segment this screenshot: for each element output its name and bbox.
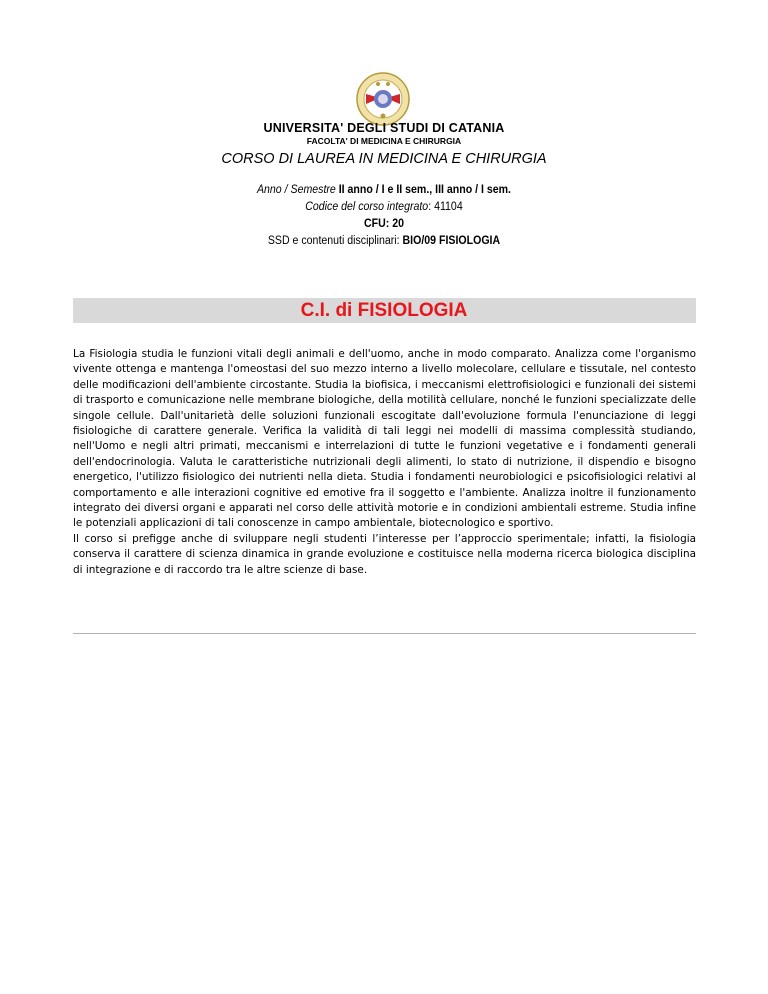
- ssd-label: SSD e contenuti disciplinari:: [267, 235, 400, 247]
- course-name: CORSO DI LAUREA IN MEDICINA E CHIRURGIA: [221, 151, 547, 167]
- description-paragraph: Il corso si prefigge anche di sviluppare negli studenti l’interesse per l’approccio sperimentale; infatti, la fisiologia conserva il carattere di scienza dinamica in grande evoluzione e costituisce nella moderna ricerca biologica disciplina di integrazione e di raccordo tra le altre scienze di base.: [73, 532, 696, 576]
- cfu-line: [31, 218, 738, 230]
- ssd-line: [31, 235, 738, 247]
- cfu-value: CFU: 20: [364, 218, 404, 230]
- description-paragraph: La Fisiologia studia le funzioni vitali degli animali e dell'uomo, anche in modo comparato. Analizza come l'organismo vivente ottenga e mantenga l'omeostasi del suo mezzo interno a livello molecolare, cellulare e tissutale, nel contesto delle modificazioni dell'ambiente circostante. Studia la biofisica, i meccanismi elettrofisiologici e funzionali dei sistemi di trasporto e comunicazione nelle membrane biologiche, della motilità cellulare, nonché le funzioni specializzate delle singole cellule. Dall'unitarietà delle soluzioni funzionali escogitate dall'evoluzione formula l'enunciazione di leggi fisiologiche di carattere generale. Verifica la validità di tali leggi nei modelli di massima complessità studiando, nell'Uomo e negli altri primati, meccanismi e interrelazioni di tutte le funzioni vegetative e i fondamenti generali dell'endocrinologia. Valuta le caratteristiche nutrizionali degli alimenti, lo stato di nutrizione, il dispendio e bisogno energetico, l'utilizzo fisiologico dei nutrienti nella dieta. Studia i fondamenti neurobiologici e psicofisiologici relativi al comportamento e alle interazioni cognitive ed emotive fra il soggetto e l'ambiente. Analizza inoltre il funzionamento integrato dei diversi organi e apparati nel corso delle attività motorie e in condizioni ambientali estreme. Studia infine le potenziali applicazioni di tali conoscenze in campo ambientale, biotecnologico e sportivo.: [73, 348, 696, 530]
- year-label: Anno / Semestre: [256, 184, 336, 196]
- page-title: C.I. di FISIOLOGIA: [300, 300, 468, 321]
- year-value: II anno / I e II sem., III anno / I sem.: [338, 184, 512, 196]
- code-label: Codice del corso integrato: [305, 201, 429, 213]
- faculty-name: FACOLTA' DI MEDICINA E CHIRURGIA: [306, 136, 462, 146]
- year-semester-line: [31, 184, 738, 196]
- course-code-line: Codice del corso integrato: 41104: [305, 201, 463, 213]
- ssd-value: BIO/09 FISIOLOGIA: [402, 235, 501, 247]
- divider: [73, 633, 696, 634]
- university-name: UNIVERSITA' DEGLI STUDI DI CATANIA: [263, 121, 505, 135]
- description-text: [73, 347, 696, 578]
- code-value: 41104: [434, 201, 463, 213]
- university-seal-icon: [356, 72, 410, 126]
